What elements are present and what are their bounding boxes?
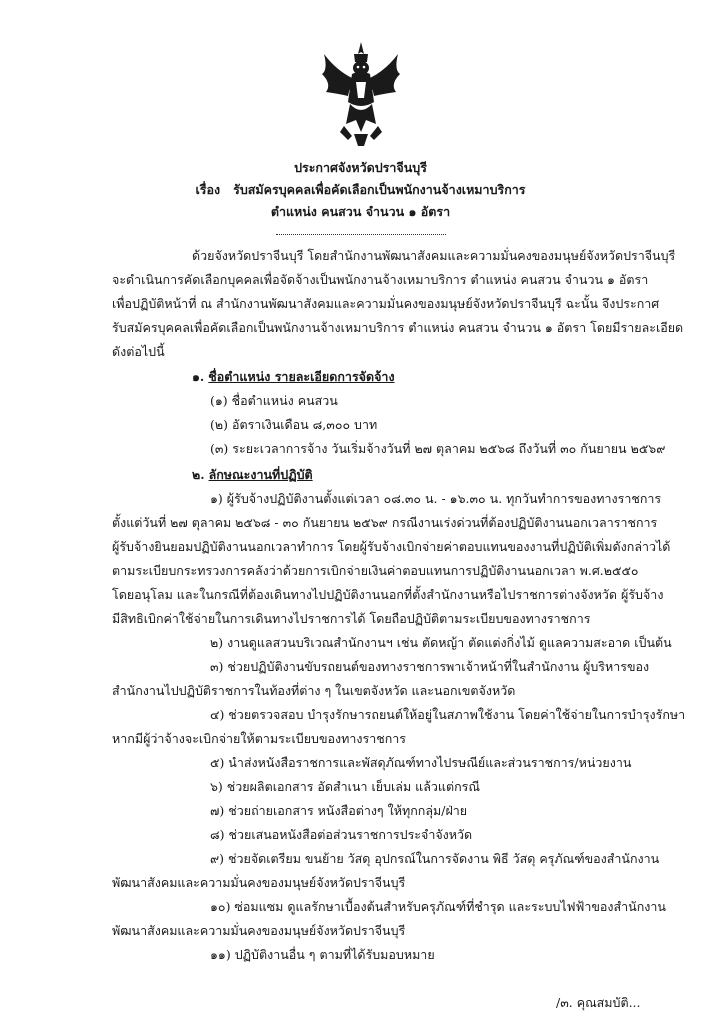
duty-line: ผู้รับจ้างยินยอมปฏิบัติงานนอกเวลาทำการ โดยผู้รับจ้างเบิกจ่ายค่าตอบแทนของงานที่ปฏิบัติเพิ่มดังกล่าวได้ [112,539,671,554]
duty-line: สำนักงานไปปฏิบัติราชการในท้องที่ต่าง ๆ ในเขตจังหวัด และนอกเขตจังหวัด [112,683,516,698]
section-1-number: ๑. [192,369,205,384]
duty-line: หากมีผู้ว่าจ้างจะเบิกจ่ายให้ตามระเบียบของทางราชการ [112,731,407,746]
duty-line: โดยอนุโลม และในกรณีที่ต้องเดินทางไปปฏิบัติงานนอกที่ตั้งสำนักงานหรือไปราชการต่างจังหวัด ผู้รับจ้าง [112,587,664,602]
section-1-heading [192,369,395,385]
duty-line: พัฒนาสังคมและความมั่นคงของมนุษย์จังหวัดปราจีนบุรี [112,923,406,938]
announcement-position-line: ตำแหน่ง คนสวน จำนวน ๑ อัตรา [270,204,451,219]
duty-line: ๑๑) ปฏิบัติงานอื่น ๆ ตามที่ได้รับมอบหมาย [210,947,435,962]
announcement-title: ประกาศจังหวัดปราจีนบุรี [294,160,427,175]
duty-line: มีสิทธิเบิกค่าใช้จ่ายในการเดินทางไปราชการได้ โดยถือปฏิบัติตามระเบียบของทางราชการ [112,611,591,626]
section-2-number: ๒. [192,467,205,482]
divider [276,234,446,235]
section-2-heading [192,467,313,483]
duty-line: ๑๐) ซ่อมแซม ดูแลรักษาเบื้องต้นสำหรับครุภัณฑ์ที่ชำรุด และระบบไฟฟ้าของสำนักงาน [210,899,666,914]
duty-line: ๔) ช่วยตรวจสอบ บำรุงรักษารถยนต์ให้อยู่ในสภาพใช้งาน โดยค่าใช้จ่ายในการบำรุงรักษา [210,707,686,722]
intro-line: เพื่อปฏิบัติหน้าที่ ณ สำนักงานพัฒนาสังคมและความมั่นคงของมนุษย์จังหวัดปราจีนบุรี ฉะนั้น จึงประกาศ [112,296,660,311]
intro-line: ดังต่อไปนี้ [112,344,165,359]
duty-line: ๕) นำส่งหนังสือราชการและพัสดุภัณฑ์ทางไปรษณีย์และส่วนราชการ/หน่วยงาน [210,755,632,770]
intro-line: จะดำเนินการคัดเลือกบุคคลเพื่อจัดจ้างเป็นพนักงานจ้างเหมาบริการ ตำแหน่ง คนสวน จำนวน ๑ อัตรา [112,272,649,287]
section-1-item: (๓) ระยะเวลาการจ้าง วันเริ่มจ้างวันที่ ๒๗ ตุลาคม ๒๕๖๘ ถึงวันที่ ๓๐ กันยายน ๒๕๖๙ [210,441,666,456]
duty-line: ๗) ช่วยถ่ายเอกสาร หนังสือต่างๆ ให้ทุกกลุ่ม/ฝ่าย [210,803,468,818]
duty-line: ตั้งแต่วันที่ ๒๗ ตุลาคม ๒๕๖๘ - ๓๐ กันยายน ๒๕๖๙ กรณีงานเร่งด่วนที่ต้องปฏิบัติงานนอกเวลาราชการ [112,515,658,530]
duty-line: ๖) ช่วยผลิตเอกสาร อัดสำเนา เย็บเล่ม แล้วแต่กรณี [210,779,480,794]
section-2-title: ลักษณะงานที่ปฏิบัติ [208,467,313,482]
subject-text: รับสมัครบุคคลเพื่อคัดเลือกเป็นพนักงานจ้างเหมาบริการ [233,182,526,197]
announcement-subject [0,180,721,200]
garuda-emblem-icon [318,40,404,150]
duty-line: พัฒนาสังคมและความมั่นคงของมนุษย์จังหวัดปราจีนบุรี [112,875,406,890]
section-1-item: (๒) อัตราเงินเดือน ๘,๓๐๐ บาท [210,417,378,432]
duty-line: ตามระเบียบกระทรวงการคลังว่าด้วยการเบิกจ่ายเงินค่าตอบแทนการปฏิบัติงานนอกเวลา พ.ศ.๒๕๕๐ [112,563,639,578]
duty-line: ๙) ช่วยจัดเตรียม ขนย้าย วัสดุ อุปกรณ์ในการจัดงาน พิธี วัสดุ ครุภัณฑ์ของสำนักงาน [210,851,660,866]
duty-line: ๑) ผู้รับจ้างปฏิบัติงานตั้งแต่เวลา ๐๘.๓๐ น. - ๑๖.๓๐ น. ทุกวันทำการของทางราชการ [210,491,662,506]
intro-line: ด้วยจังหวัดปราจีนบุรี โดยสำนักงานพัฒนาสังคมและความมั่นคงของมนุษย์จังหวัดปราจีนบุรี [192,248,676,263]
duty-line: ๘) ช่วยเสนอหนังสือต่อส่วนราชการประจำจังหวัด [210,827,473,842]
subject-label: เรื่อง [195,182,221,197]
section-1-title: ชื่อตำแหน่ง รายละเอียดการจัดจ้าง [208,369,395,384]
intro-line: รับสมัครบุคคลเพื่อคัดเลือกเป็นพนักงานจ้างเหมาบริการ ตำแหน่ง คนสวน จำนวน ๑ อัตรา โดยมีรายละเอียด [112,320,684,335]
continuation-note: /๓. คุณสมบัติ... [556,995,641,1010]
duty-line: ๓) ช่วยปฏิบัติงานขับรถยนต์ของทางราชการพาเจ้าหน้าที่ในสำนักงาน ผู้บริหารของ [210,659,650,674]
section-1-item: (๑) ชื่อตำแหน่ง คนสวน [210,393,338,408]
duty-line: ๒) งานดูแลสวนบริเวณสำนักงานฯ เช่น ตัดหญ้า ตัดแต่งกิ่งไม้ ดูแลความสะอาด เป็นต้น [210,635,672,650]
